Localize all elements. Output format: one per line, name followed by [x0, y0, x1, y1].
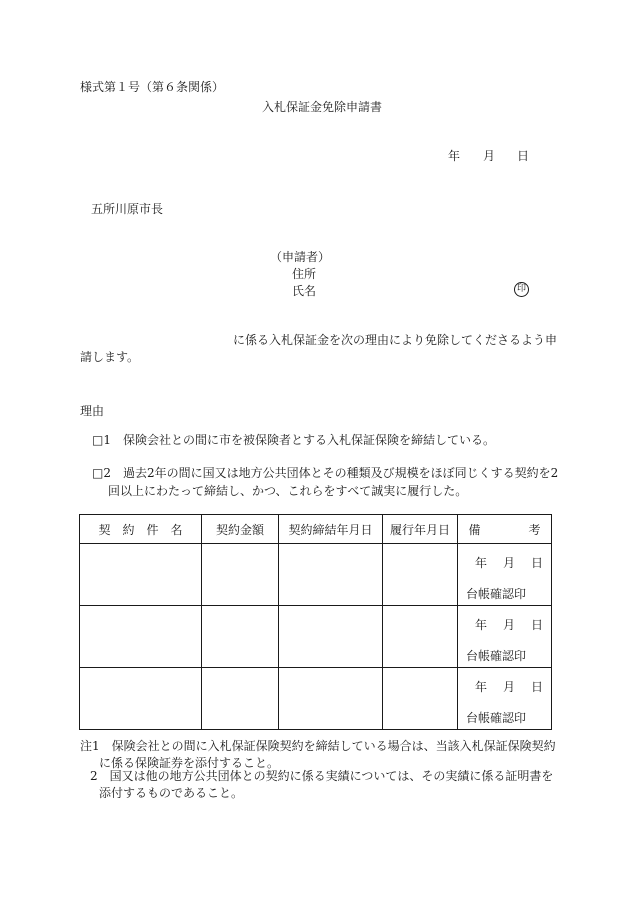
remarks-day-label: 日: [530, 618, 543, 632]
remarks-year-label: 年: [474, 556, 487, 570]
remarks-month-label: 月: [502, 680, 515, 694]
remarks-month-label: 月: [502, 556, 515, 570]
contract-name-cell[interactable]: [80, 544, 202, 606]
table-row: [80, 544, 552, 606]
request-text-line1: に係る入札保証金を次の理由により免除してくださるよう申: [233, 333, 558, 347]
remarks-cell: [458, 668, 552, 730]
contract-date-cell[interactable]: [279, 606, 383, 668]
contract-date-cell[interactable]: [279, 544, 383, 606]
document-title: 入札保証金免除申請書: [262, 100, 383, 114]
reason-heading: 理由: [80, 404, 105, 418]
note-1: 注1 保険会社との間に入札保証保険契約を締結している場合は、当該入札保証保険契約: [80, 739, 556, 753]
remarks-date: [458, 616, 551, 633]
contract-name-cell[interactable]: [80, 606, 202, 668]
applicant-heading: （申請者）: [270, 250, 331, 264]
remarks-day-label: 日: [530, 680, 543, 694]
header-contract-date: 契約締結年月日: [279, 515, 383, 544]
date-year-label: 年: [448, 149, 461, 163]
addressee: 五所川原市長: [91, 202, 164, 216]
header-contract-amount: 契約金額: [202, 515, 279, 544]
ledger-check-stamp: 台帳確認印: [466, 587, 527, 601]
table-row: [80, 668, 552, 730]
reason-option-2-continued: 回以上にわたって締結し、かつ、これらをすべて誠実に履行した。: [108, 484, 468, 498]
contract-records-table: [79, 514, 552, 730]
form-number: 様式第１号（第６条関係）: [80, 80, 225, 94]
note-2-continued: 添付するものであること。: [99, 786, 244, 800]
name-label: 氏名: [292, 284, 317, 298]
request-text-line2: 請します。: [80, 350, 140, 364]
seal-icon: 印: [514, 282, 529, 297]
table-header-row: [80, 515, 552, 544]
completion-date-cell[interactable]: [383, 544, 458, 606]
contract-date-cell[interactable]: [279, 668, 383, 730]
completion-date-cell[interactable]: [383, 606, 458, 668]
remarks-day-label: 日: [530, 556, 543, 570]
header-remarks: 備 考: [458, 515, 552, 544]
reason-option-1[interactable]: □1 保険会社との間に市を被保険者とする入札保証保険を締結している。: [92, 433, 495, 447]
ledger-check-stamp: 台帳確認印: [466, 711, 527, 725]
remarks-year-label: 年: [474, 618, 487, 632]
remarks-cell: [458, 544, 552, 606]
reason-option-2[interactable]: □2 過去2年の間に国又は地方公共団体とその種類及び規模をほぼ同じくする契約を2: [92, 466, 559, 480]
remarks-year-label: 年: [474, 680, 487, 694]
remarks-date: [458, 678, 551, 695]
remarks-cell: [458, 606, 552, 668]
contract-amount-cell[interactable]: [202, 606, 279, 668]
header-contract-name: 契 約 件 名: [80, 515, 202, 544]
address-label: 住所: [292, 267, 317, 281]
contract-amount-cell[interactable]: [202, 544, 279, 606]
contract-name-cell[interactable]: [80, 668, 202, 730]
note-1-continued: に係る保険証券を添付すること。: [99, 756, 280, 770]
date-day-label: 日: [517, 149, 530, 163]
completion-date-cell[interactable]: [383, 668, 458, 730]
table-row: [80, 606, 552, 668]
remarks-date: [458, 554, 551, 571]
contract-amount-cell[interactable]: [202, 668, 279, 730]
header-completion-date: 履行年月日: [383, 515, 458, 544]
date-month-label: 月: [483, 149, 496, 163]
note-2: 2 国又は他の地方公共団体との契約に係る実績については、その実績に係る証明書を: [90, 769, 554, 783]
ledger-check-stamp: 台帳確認印: [466, 649, 527, 663]
remarks-month-label: 月: [502, 618, 515, 632]
